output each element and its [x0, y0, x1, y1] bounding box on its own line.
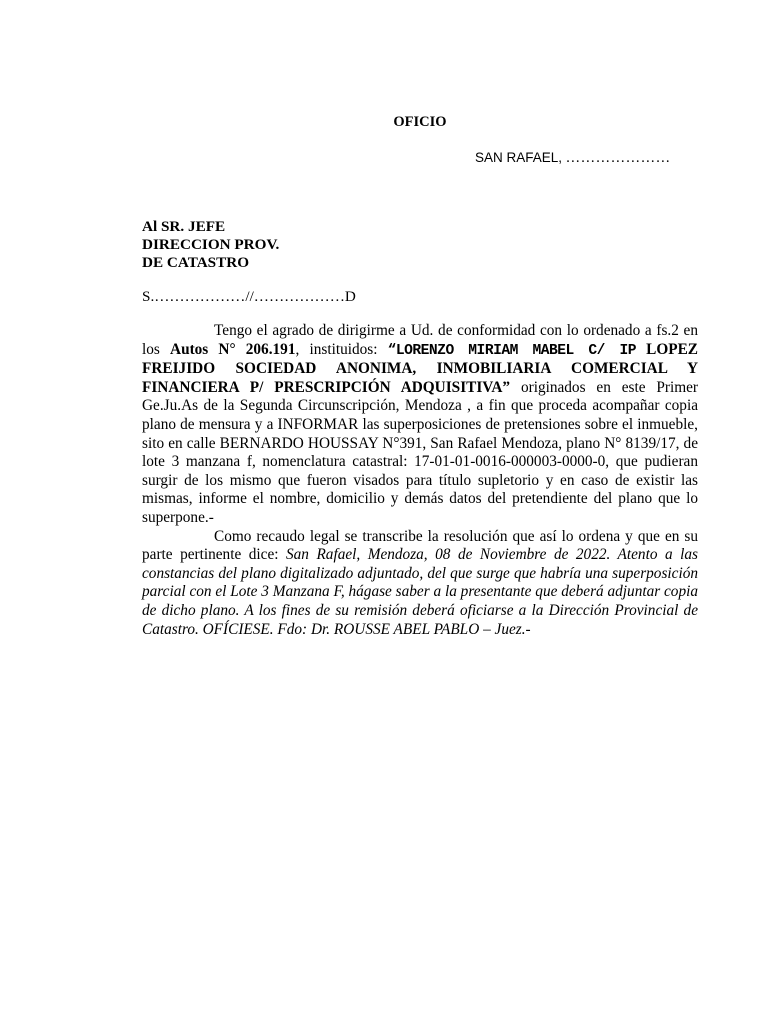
resolution-quote: San Rafael, Mendoza, 08 de Noviembre de 2022. Atento a las constancias del plano digitalizado adjuntado, del que surge que habría una superposición parcial con el Lote 3 Manzana F, hágase saber a la presentante que deberá adjuntar copia de dicho plano. A los fines de su remisión deberá oficiarse a la Dirección Provincial de Catastro. OFÍCIESE. Fdo: Dr. ROUSSE ABEL PABLO – Juez.- [142, 546, 699, 638]
document-title: OFICIO [393, 114, 447, 130]
text-segment: , instituidos: [295, 340, 388, 358]
text-segment: Como recaudo legal se transcribe la resolución que así lo ordena y que en su parte pertinente dice: [142, 527, 698, 564]
salutation: S.………………//………………D [142, 288, 356, 305]
letter-body [142, 322, 698, 639]
text-segment: Tengo el agrado de dirigirme a Ud. de conformidad con lo ordenado a fs.2 en los [142, 322, 698, 358]
text-segment: originados en este Primer Ge.Ju.As de la Segunda Circunscripción, Mendoza , a fin que proceda acompañar copia plano de mensura y a INFORMAR las superposiciones de pretensiones sobre el inmueble, sito en calle BERNARDO HOUSSAY N°391, San Rafael Mendoza, plano N° 8139/17, de lote 3 manzana f, nomenclatura catastral: 17-01-01-0016-000003-0000-0, que pudieran surgir de los mismo que fueron visados para título supletorio y en caso de existir las mismas, informe el nombre, domicilio y demás datos del pretendiente del plano que lo superpone.- [142, 378, 698, 526]
paragraph-resolution [142, 528, 698, 640]
addressee-block [142, 218, 279, 272]
case-caption-rest: LOPEZ FREIJIDO SOCIEDAD ANONIMA, INMOBILIARIA COMERCIAL Y FINANCIERA P/ PRESCRIPCIÓN ADQUISITIVA” [142, 340, 698, 396]
addressee-line: DIRECCION PROV. [142, 236, 280, 253]
place-city: SAN RAFAEL, [475, 150, 563, 165]
paragraph-request [142, 322, 698, 528]
case-caption-start: “LORENZO MIRIAM MABEL C/ IP [387, 342, 636, 359]
place-date-line [475, 150, 671, 167]
addressee-line: Al SR. JEFE [142, 218, 226, 235]
case-number: Autos N° 206.191 [170, 340, 296, 358]
addressee-line: DE CATASTRO [142, 254, 250, 271]
date-placeholder: ………………… [565, 150, 671, 166]
